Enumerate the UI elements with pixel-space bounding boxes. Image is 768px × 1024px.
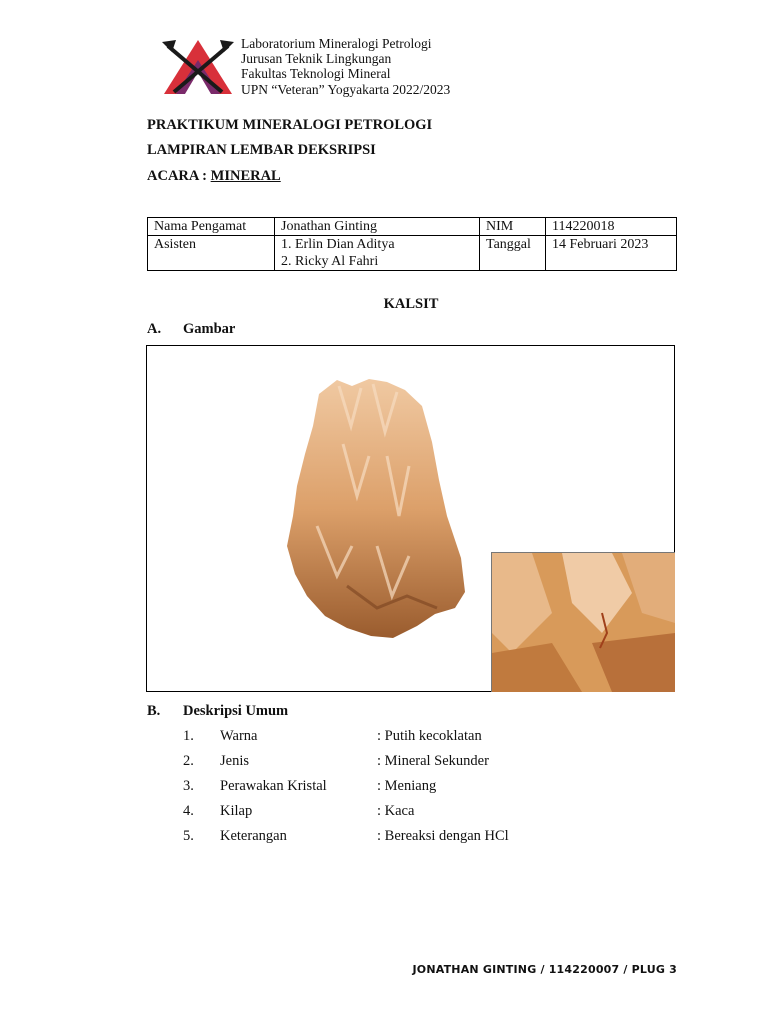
desc-label-kilap: Kilap bbox=[220, 803, 253, 819]
desc-num: 4. bbox=[183, 803, 194, 819]
section-b-letter: B. bbox=[147, 703, 161, 719]
desc-num: 5. bbox=[183, 828, 194, 844]
desc-label-warna: Warna bbox=[220, 728, 258, 744]
logo-icon bbox=[162, 38, 234, 96]
page-footer: JONATHAN GINTING / 114220007 / PLUG 3 bbox=[412, 963, 677, 976]
acara-value: MINERAL bbox=[210, 168, 281, 184]
desc-value-perawakan: : Meniang bbox=[377, 778, 437, 794]
asisten-item: 2. Ricky Al Fahri bbox=[281, 254, 379, 269]
mineral-title: KALSIT bbox=[383, 296, 439, 312]
table-row bbox=[148, 236, 677, 271]
heading-praktikum: PRAKTIKUM MINERALOGI PETROLOGI bbox=[147, 117, 433, 133]
nama-label: Nama Pengamat bbox=[148, 218, 275, 236]
nim-value: 114220018 bbox=[546, 218, 677, 236]
section-a-letter: A. bbox=[147, 321, 162, 337]
header-line: Fakultas Teknologi Mineral bbox=[241, 66, 391, 82]
desc-label-keterangan: Keterangan bbox=[220, 828, 287, 844]
desc-num: 2. bbox=[183, 753, 194, 769]
info-table bbox=[147, 217, 677, 271]
nama-value: Jonathan Ginting bbox=[275, 218, 480, 236]
desc-label-perawakan: Perawakan Kristal bbox=[220, 778, 327, 794]
desc-value-kilap: : Kaca bbox=[377, 803, 415, 819]
section-b-title: Deskripsi Umum bbox=[183, 703, 289, 719]
desc-label-jenis: Jenis bbox=[220, 753, 249, 769]
tanggal-label: Tanggal bbox=[480, 236, 546, 271]
mineral-closeup-inset bbox=[491, 552, 675, 692]
nim-label: NIM bbox=[480, 218, 546, 236]
asisten-list bbox=[275, 236, 480, 271]
header-line: Jurusan Teknik Lingkungan bbox=[241, 51, 392, 67]
heading-lampiran: LAMPIRAN LEMBAR DEKSRIPSI bbox=[147, 142, 376, 158]
desc-num: 3. bbox=[183, 778, 194, 794]
header-line: Laboratorium Mineralogi Petrologi bbox=[241, 36, 432, 51]
tanggal-value: 14 Februari 2023 bbox=[546, 236, 677, 271]
desc-num: 1. bbox=[183, 728, 194, 744]
desc-value-warna: : Putih kecoklatan bbox=[377, 728, 482, 744]
mineral-closeup-photo bbox=[492, 553, 675, 692]
acara-label: ACARA : bbox=[147, 168, 211, 184]
header-line: UPN “Veteran” Yogyakarta 2022/2023 bbox=[241, 81, 451, 97]
desc-value-jenis: : Mineral Sekunder bbox=[377, 753, 489, 769]
asisten-item: 1. Erlin Dian Aditya bbox=[281, 237, 395, 252]
asisten-label: Asisten bbox=[148, 236, 275, 271]
desc-value-keterangan: : Bereaksi dengan HCl bbox=[377, 828, 509, 844]
table-row bbox=[148, 218, 677, 236]
lab-header bbox=[241, 36, 450, 97]
section-a-title: Gambar bbox=[183, 321, 236, 337]
heading-acara bbox=[147, 168, 281, 185]
